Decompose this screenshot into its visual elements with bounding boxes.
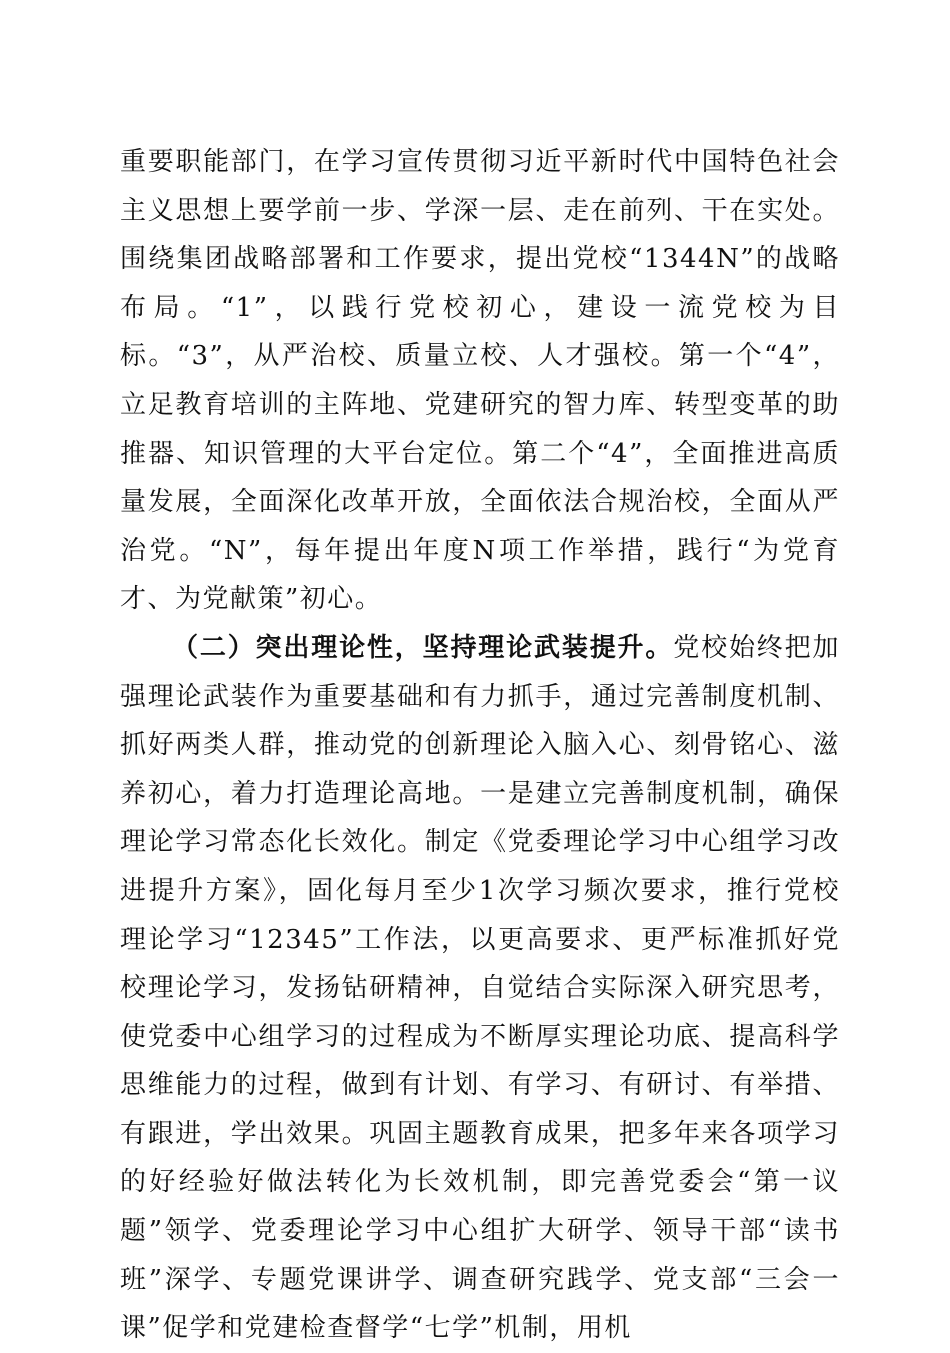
paragraph-theory-armament (120, 624, 840, 1353)
paragraph-text: 党校始终把加强理论武装作为重要基础和有力抓手，通过完善制度机制、抓好两类人群，推动党的创新理论入脑入心、刻骨铭心、滋养初心，着力打造理论高地。一是建立完善制度机制，确保理论学习常态化长效化。制定《党委理论学习中心组学习改进提升方案》，固化每月至少1次学习频次要求，推行党校理论学习“12345”工作法，以更高要求、更严标准抓好党校理论学习，发扬钻研精神，自觉结合实际深入研究思考，使党委中心组学习的过程成为不断厚实理论功底、提高科学思维能力的过程，做到有计划、有学习、有研讨、有举措、有跟进，学出效果。巩固主题教育成果，把多年来各项学习的好经验好做法转化为长效机制，即完善党委会“第一议题”领学、党委理论学习中心组扩大研学、领导干部“读书班”深学、专题党课讲学、调查研究践学、党支部“三会一课”促学和党建检查督学“七学”机制，用机 (120, 632, 840, 1344)
paragraph-text: 重要职能部门，在学习宣传贯彻习近平新时代中国特色社会主义思想上要学前一步、学深一层、走在前列、干在实处。围绕集团战略部署和工作要求，提出党校“1344N”的战略布局。“1”，以践行党校初心，建设一流党校为目标。“3”，从严治校、质量立校、人才强校。第一个“4”，立足教育培训的主阵地、党建研究的智力库、转型变革的助推器、知识管理的大平台定位。第二个“4”，全面推进高质量发展，全面深化改革开放，全面依法合规治校，全面从严治党。“N”，每年提出年度N项工作举措，践行“为党育才、为党献策”初心。 (120, 147, 840, 615)
section-heading: （二）突出理论性，坚持理论武装提升。 (172, 632, 674, 663)
body-text (120, 138, 840, 1353)
paragraph-strategic-layout (120, 138, 840, 624)
